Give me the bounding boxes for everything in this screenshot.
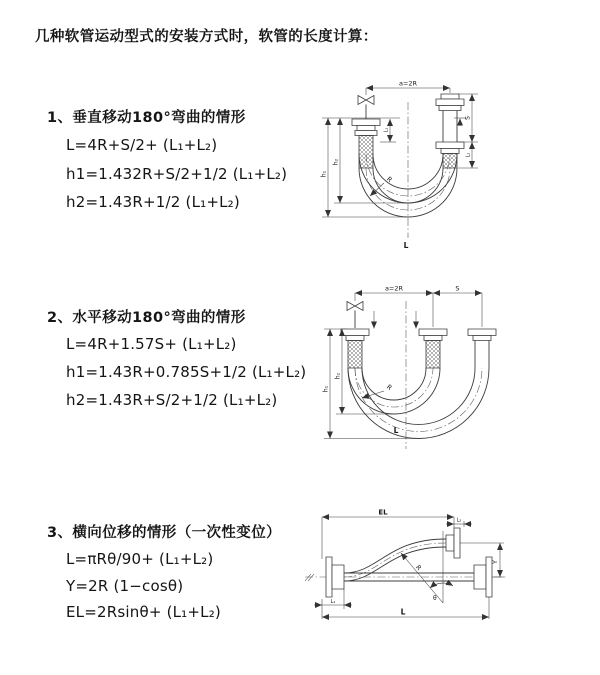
dimension-length	[322, 597, 489, 619]
dimension-top-width	[366, 80, 450, 96]
dim-label-length: L	[393, 426, 399, 435]
formula-s3-el: EL=2Rsinθ+ (L₁+L₂)	[66, 603, 221, 621]
dim-label-radius: R	[414, 563, 424, 573]
left-union-fitting	[352, 119, 380, 136]
dim-label-h1: h₁	[320, 170, 328, 178]
valve-icon	[347, 302, 363, 329]
left-flange	[326, 557, 344, 597]
s-curve-hose	[344, 539, 446, 581]
center-union-fitting	[419, 329, 447, 341]
dim-label-travel-s: S	[464, 116, 472, 120]
dim-label-left-end: L₁	[330, 599, 336, 605]
dimension-left-end	[380, 119, 396, 142]
dim-label-length: L	[403, 241, 409, 250]
dim-label-left-end: L₁	[383, 127, 390, 133]
right-union-fitting-lower	[436, 142, 464, 154]
formula-s2-h1: h1=1.43R+0.785S+1/2 (L₁+L₂)	[66, 363, 307, 381]
dim-label-y: Y	[491, 560, 499, 564]
dim-label-h2: h₂	[334, 372, 342, 380]
dim-label-el: EL	[378, 508, 388, 517]
dimension-el	[322, 509, 454, 560]
dim-label-h1: h₁	[322, 385, 330, 393]
braided-hose-left	[348, 341, 362, 369]
dim-label-top-width: a=2R	[398, 79, 418, 88]
angle-construction	[401, 531, 453, 603]
formula-s1-h2: h2=1.43R+1/2 (L₁+L₂)	[66, 193, 240, 211]
break-mark	[305, 574, 314, 581]
diagram-lateral-displacement	[303, 505, 518, 650]
formula-s2-length: L=4R+1.57S+ (L₁+L₂)	[66, 335, 237, 353]
dim-label-right-end: L₂	[465, 152, 472, 158]
right-union-fitting-top	[436, 94, 464, 111]
hose-u-bend-original	[348, 368, 440, 414]
braided-hose-left	[359, 136, 373, 169]
dimension-left-end	[314, 589, 352, 609]
braided-hose-center	[426, 341, 440, 369]
formula-s2-h2: h2=1.43R+S/2+1/2 (L₁+L₂)	[66, 391, 278, 409]
dim-label-radius: R	[384, 175, 394, 185]
braided-hose-right	[443, 154, 457, 169]
page-title: 几种软管运动型式的安装方式时，软管的长度计算：	[35, 29, 378, 45]
section-1-heading: 1、垂直移动180°弯曲的情形	[47, 110, 246, 126]
right-flange	[474, 557, 492, 597]
dim-label-top-width: a=2R	[384, 284, 404, 293]
dim-label-right-end: L₂	[456, 517, 462, 524]
dimension-right-end	[446, 518, 472, 528]
displaced-union-fitting	[468, 329, 496, 341]
formula-s3-length: L=πRθ/90+ (L₁+L₂)	[66, 550, 214, 568]
formula-s1-length: L=4R+S/2+ (L₁+L₂)	[66, 136, 218, 154]
section-3-heading: 3、横向位移的情形（一次性变位）	[47, 525, 281, 541]
left-union-fitting	[341, 329, 369, 341]
dim-label-travel-s: S	[455, 284, 460, 293]
diagram-horizontal-180-bend	[312, 281, 598, 453]
dim-label-h2: h₂	[332, 158, 340, 166]
dim-label-radius: R	[384, 382, 394, 392]
hose-u-bend-displaced	[348, 368, 489, 439]
diagram-vertical-180-bend	[306, 76, 598, 258]
valve-icon	[358, 96, 374, 120]
dim-label-length: L	[400, 607, 406, 617]
formula-s1-h1: h1=1.432R+S/2+1/2 (L₁+L₂)	[66, 165, 288, 183]
formula-s3-offset: Y=2R (1−cosθ)	[66, 577, 184, 595]
dim-label-angle: θ	[433, 595, 437, 602]
dimension-h2	[335, 329, 393, 414]
section-2-heading: 2、水平移动180°弯曲的情形	[47, 310, 246, 326]
displaced-flange	[446, 528, 460, 558]
